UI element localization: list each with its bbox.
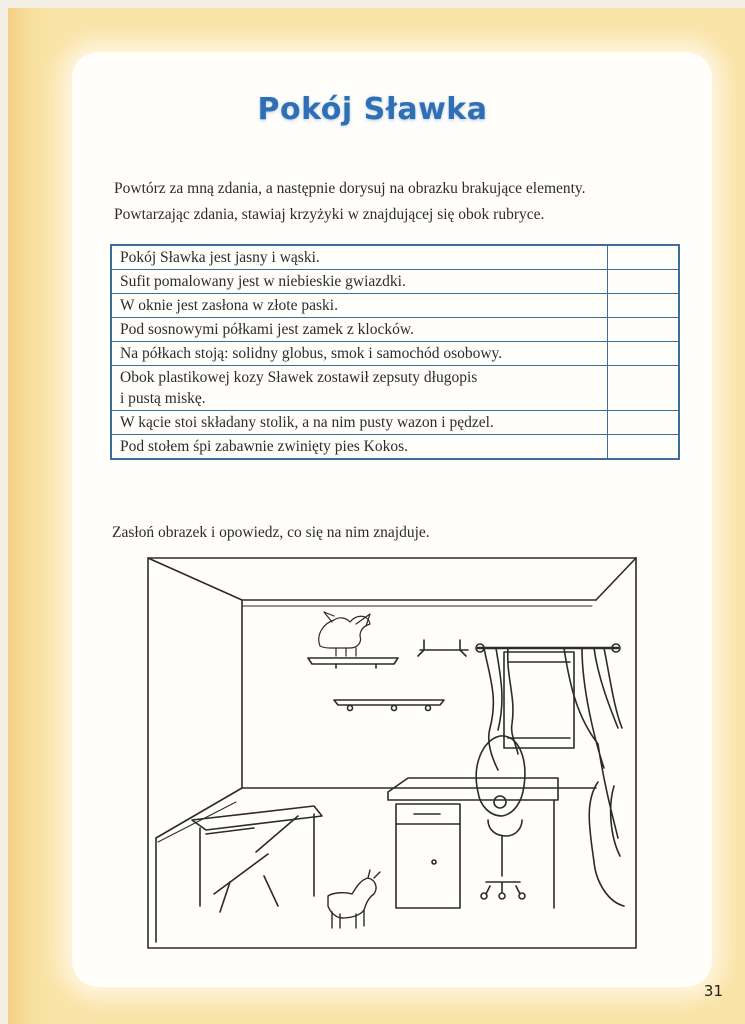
sentence-row	[111, 318, 679, 342]
sentence-line: Obok plastikowej kozy Sławek zostawił zepsuty długopis	[120, 369, 478, 386]
check-box[interactable]	[608, 294, 680, 318]
sentence-line: W kącie stoi składany stolik, a na nim pusty wazon i pędzel.	[120, 414, 494, 431]
sentence-line: Pokój Sławka jest jasny i wąski.	[120, 249, 320, 266]
sentence-line: Sufit pomalowany jest w niebieskie gwiazdki.	[120, 273, 406, 290]
sentence-row	[111, 245, 679, 270]
sentence-text	[111, 294, 608, 318]
sentence-row	[111, 294, 679, 318]
sentence-line: W oknie jest zasłona w złote paski.	[120, 297, 338, 314]
room-drawing	[144, 552, 640, 952]
sentence-text	[111, 366, 608, 411]
sentence-row	[111, 342, 679, 366]
desk-chair	[476, 736, 525, 899]
check-box[interactable]	[608, 245, 680, 270]
sentence-table	[110, 244, 680, 460]
sentence-line: Na półkach stoją: solidny globus, smok i samochód osobowy.	[120, 345, 503, 362]
page-number: 31	[703, 982, 723, 1000]
window-with-curtains	[476, 644, 624, 906]
sentence-text	[111, 342, 608, 366]
sentence-line: i pustą miskę.	[120, 390, 206, 407]
instruction-line-1: Powtórz za mną zdania, a następnie dorysuj na obrazku brakujące elementy.	[114, 180, 586, 197]
book-spine	[8, 8, 48, 1024]
sentence-row	[111, 435, 679, 460]
sentence-text	[111, 411, 608, 435]
sentence-text	[111, 270, 608, 294]
goat-icon	[328, 870, 380, 928]
check-box[interactable]	[608, 411, 680, 435]
check-box[interactable]	[608, 342, 680, 366]
check-box[interactable]	[608, 270, 680, 294]
check-box[interactable]	[608, 366, 680, 411]
instruction-line-2: Powtarzając zdania, stawiaj krzyżyki w znajdującej się obok rubryce.	[114, 206, 545, 223]
folding-table	[192, 806, 322, 912]
check-box[interactable]	[608, 318, 680, 342]
sentence-text	[111, 318, 608, 342]
cover-picture-prompt: Zasłoń obrazek i opowiedz, co się na nim znajduje.	[112, 524, 430, 541]
wall-shelves	[308, 640, 468, 711]
sentence-line: Pod stołem śpi zabawnie zwinięty pies Kokos.	[120, 438, 408, 455]
desk	[388, 778, 558, 908]
page-title: Pokój Sławka	[257, 92, 488, 127]
sentence-row	[111, 411, 679, 435]
sentence-text	[111, 245, 608, 270]
sentence-row	[111, 270, 679, 294]
sentence-line: Pod sosnowymi półkami jest zamek z klocków.	[120, 321, 414, 338]
sentence-row	[111, 366, 679, 411]
check-box[interactable]	[608, 435, 680, 460]
sentence-text	[111, 435, 608, 460]
dragon-figure-icon	[319, 612, 370, 656]
